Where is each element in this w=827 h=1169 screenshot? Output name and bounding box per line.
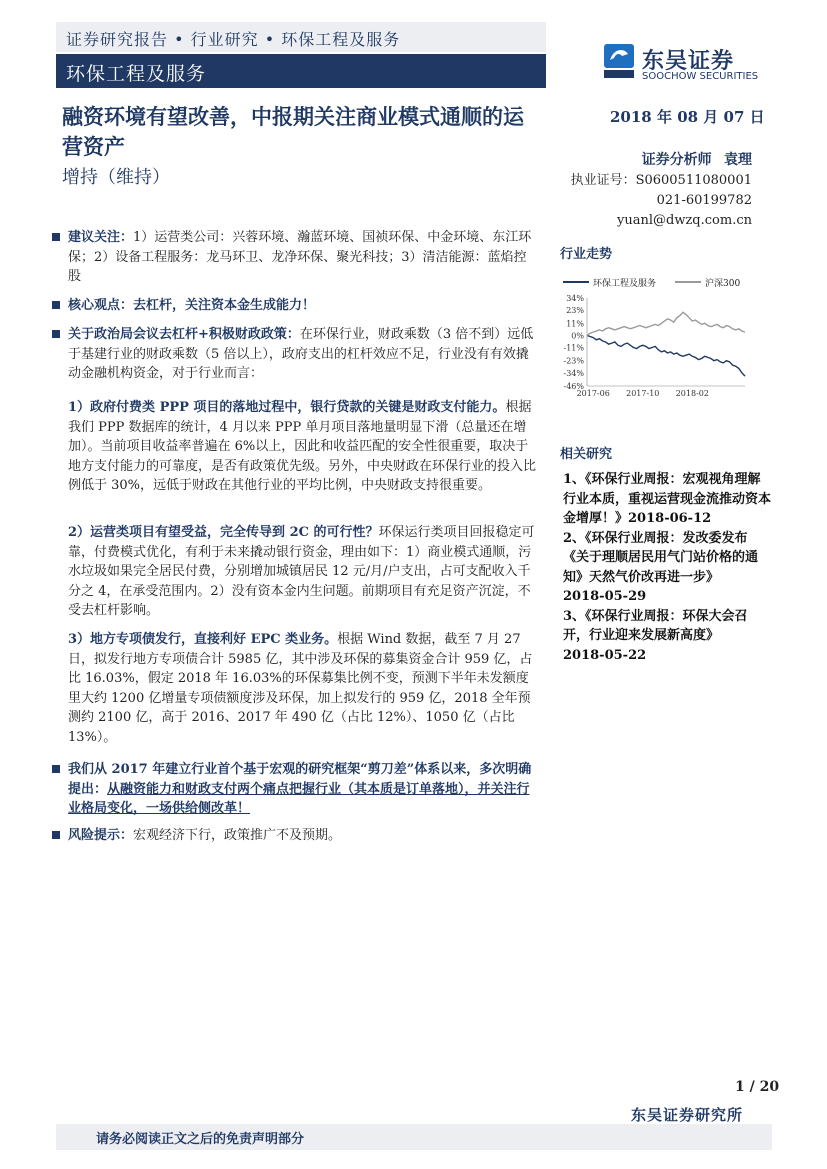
bullet-icon <box>52 831 60 839</box>
trend-chart <box>555 270 770 410</box>
company-logo-icon <box>604 44 634 78</box>
bullet-icon <box>52 233 60 241</box>
institute-name: 东吴证券研究所 <box>631 1106 744 1124</box>
x-tick-label: 2018-02 <box>675 389 709 398</box>
breadcrumb: 证券研究报告 • 行业研究 • 环保工程及服务 <box>66 30 401 49</box>
legend-label: 环保工程及服务 <box>593 279 657 289</box>
paragraph-special-bond: 3）地方专项债发行，直接利好 EPC 类业务。根据 Wind 数据，截至 7 月 27 日，拟发行地方专项债合计 5985 亿，其中涉及环保的募集资金合计 959 亿，占比 16.03%，假定 2018 年 16.03%的环保募集比例不变，预测下半年未发额度里大约 1200 亿增量专项债额度涉及环保，加上拟发行的 959 亿，2018 全年预测约 2100 亿，高于 2016、2017 年 490 亿（占比 12%）、1050 亿（占比 13%）。 <box>68 632 533 745</box>
rating: 增持（维持） <box>62 167 170 188</box>
series-line <box>587 312 745 335</box>
y-tick-label: 34% <box>566 294 584 303</box>
paragraph-ppp: 1）政府付费类 PPP 项目的落地过程中，银行贷款的关键是财政支付能力。根据我们 PPP 数据库的统计，4 月以来 PPP 单月项目落地量明显下滑（总量还在增加）。当前项目收益率普遍在 6%以上，因此和收益匹配的安全性很重要，取决于地方支付能力的可靠度，是否有政策优先级。另外，中央财政在环保行业的投入比例低于 30%，远低于财政在其他行业的平均比例，中央财政支持很重要。 <box>68 400 537 493</box>
y-tick-label: -11% <box>563 343 584 353</box>
x-tick-label: 2017-10 <box>626 389 660 398</box>
related-item[interactable]: 3、《环保行业周报：环保大会召开，行业迎来发展新高度》 2018-05-22 <box>563 608 748 663</box>
related-title: 相关研究 <box>560 447 613 462</box>
analyst-info <box>571 150 752 231</box>
y-tick-label: 23% <box>566 306 584 316</box>
report-title: 融资环境有望改善，中报期关注商业模式通顺的运营资产 <box>62 104 524 159</box>
analyst-license: 执业证号：S0600511080001 <box>570 173 752 188</box>
x-tick-label: 2017-06 <box>576 389 610 398</box>
series-line <box>587 335 745 376</box>
analyst-phone: 021-60199782 <box>656 193 752 208</box>
y-tick-label: -46% <box>563 382 584 391</box>
related-list <box>563 470 773 665</box>
analyst-role: 证券分析师 <box>641 152 712 168</box>
disclaimer-text: 请务必阅读正文之后的免责声明部分 <box>96 1132 305 1147</box>
bullet-icon <box>52 765 60 773</box>
report-date: 2018 年 08 月 07 日 <box>610 108 765 126</box>
y-tick-label: 0% <box>571 331 584 341</box>
paragraph-core-view: 核心观点：去杠杆，关注资本金生成能力！ <box>68 296 538 316</box>
company-logo-en: SOOCHOW SECURITIES <box>642 71 759 82</box>
paragraph-policy: 关于政治局会议去杠杆+积极财政政策：在环保行业，财政乘数（3 倍不到）远低于基建行业的财政乘数（5 倍以上），政府支出的杠杆效应不足，行业没有有效撬动金融机构资金，对于行业而言： <box>68 325 538 384</box>
paragraph-operation: 2）运营类项目有望受益，完全传导到 2C 的可行性？环保运行类项目回报稳定可靠，付费模式优化，有利于未来撬动银行资金，理由如下：1）商业模式通顺，污水垃圾如果完全居民付费，分别增加城镇居民 12 元/月/户支出，占可支配收入千分之 4，在承受范围内。2）没有资本金内生问题。前期项目有充足资产沉淀，不受去杠杆影响。 <box>68 525 535 618</box>
page-number: 1 / 20 <box>735 1079 780 1095</box>
trend-title: 行业走势 <box>560 247 613 262</box>
bullet-icon <box>52 301 60 309</box>
sector-bar <box>56 54 546 88</box>
company-logo-text: 东吴证券 <box>642 48 735 74</box>
paragraph-recommend: 建议关注：1）运营类公司：兴蓉环境、瀚蓝环境、国祯环保、中金环境、东江环保；2）设备工程服务：龙马环卫、龙净环保、聚光科技；3）清洁能源：蓝焰控股 <box>68 228 538 287</box>
disclaimer-bar <box>56 1124 772 1150</box>
y-tick-label: 11% <box>566 319 584 329</box>
paragraph-framework: 我们从 2017 年建立行业首个基于宏观的研究框架“剪刀差”体系以来，多次明确提出：从融资能力和财政支付两个痛点把握行业（其本质是订单落地），并关注行业格局变化，一场供给侧改革！ <box>68 760 538 819</box>
breadcrumb-bar <box>56 22 546 52</box>
related-item[interactable]: 1、《环保行业周报：宏观视角理解行业本质，重视运营现金流推动资本金增厚！》2018-06-12 <box>563 472 772 526</box>
y-tick-label: -23% <box>563 356 584 366</box>
analyst-name: 袁理 <box>724 152 752 168</box>
paragraph-risk: 风险提示：宏观经济下行，政策推广不及预期。 <box>68 826 538 846</box>
related-item[interactable]: 2、《环保行业周报：发改委发布《关于理顺居民用气门站价格的通知》天然气价改再进一步》 2018-05-29 <box>563 530 759 604</box>
legend-label: 沪深300 <box>705 279 741 289</box>
bullet-icon <box>52 330 60 338</box>
sector-title: 环保工程及服务 <box>66 63 207 85</box>
y-tick-label: -34% <box>563 368 584 378</box>
analyst-email[interactable]: yuanl@dwzq.com.cn <box>617 213 752 228</box>
